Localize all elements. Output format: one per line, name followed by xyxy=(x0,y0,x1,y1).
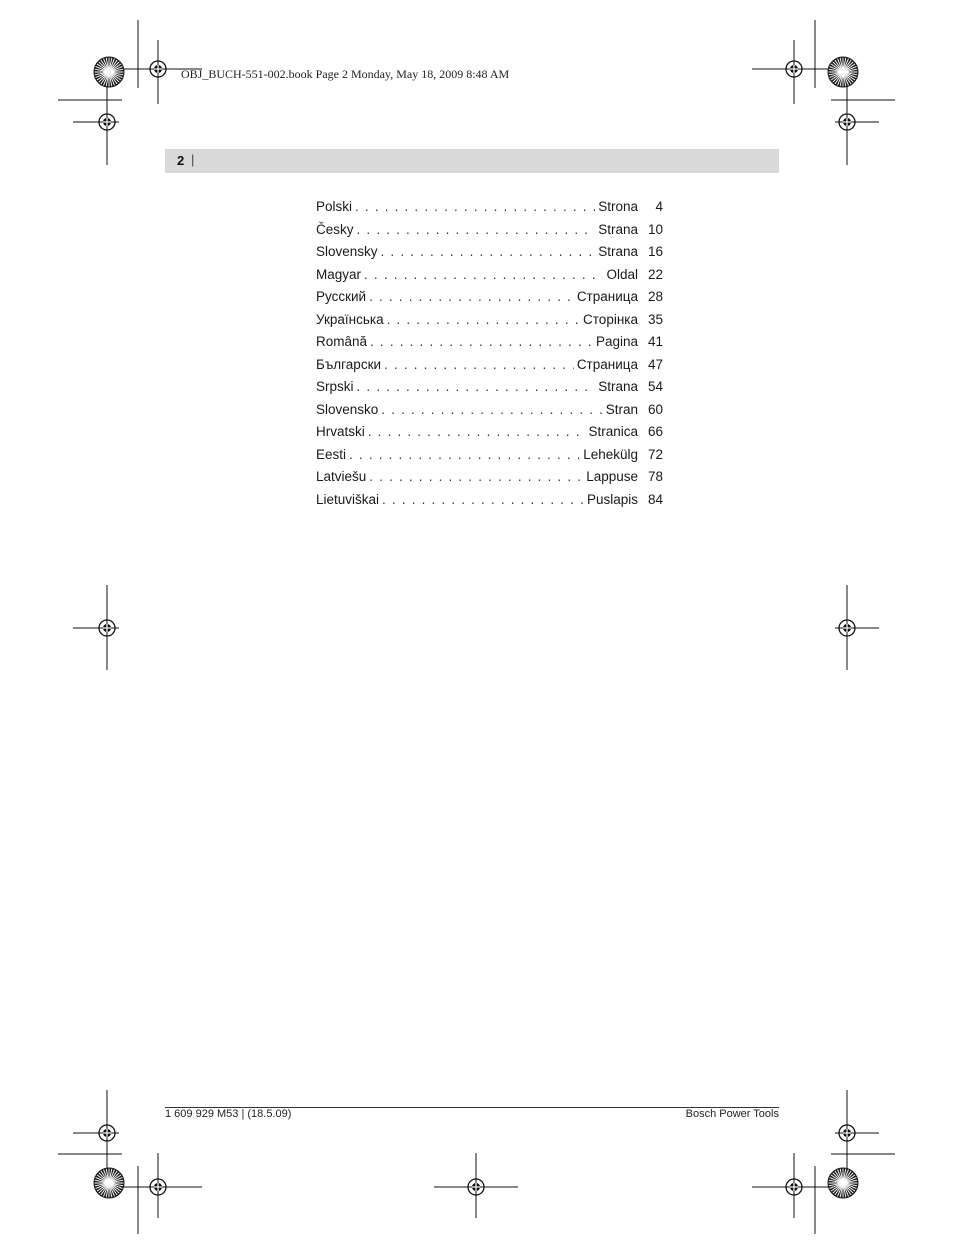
toc-page-number: 47 xyxy=(647,356,663,372)
toc-language: Slovensky xyxy=(316,244,378,259)
toc-page-number: 66 xyxy=(647,424,663,439)
page-number: 2 xyxy=(177,153,185,168)
toc-page-word: Pagina xyxy=(595,334,638,349)
toc-leader-dots xyxy=(384,354,574,377)
toc-page-number: 35 xyxy=(647,311,663,327)
toc-leader-dots xyxy=(368,421,586,444)
toc-leader-dots xyxy=(381,241,596,264)
toc-language: Hrvatski xyxy=(316,424,365,439)
toc-entry xyxy=(316,399,663,422)
toc-entry xyxy=(316,444,663,467)
toc-page-number: 72 xyxy=(647,446,663,462)
toc-entry xyxy=(316,264,663,287)
toc-page-word: Strana xyxy=(598,379,638,394)
toc-leader-dots xyxy=(369,466,583,489)
toc-page-number: 10 xyxy=(647,221,663,237)
toc-page-word: Stran xyxy=(605,401,638,417)
toc-page-number: 60 xyxy=(647,401,663,417)
toc-page-word: Страница xyxy=(576,356,638,372)
toc-page-number: 22 xyxy=(647,266,663,282)
toc-language: Română xyxy=(316,334,368,349)
toc-language: Български xyxy=(316,356,382,372)
toc-page-number: 78 xyxy=(647,469,663,484)
toc-language: Polski xyxy=(316,199,353,214)
toc-entry xyxy=(316,241,663,264)
toc-page-word: Lappuse xyxy=(586,469,638,484)
toc-page-word: Puslapis xyxy=(586,491,638,507)
toc-language: Русский xyxy=(316,289,367,304)
toc-language: Slovensko xyxy=(316,401,379,417)
toc-entry xyxy=(316,196,663,219)
toc-entry xyxy=(316,286,663,309)
toc-page-number: 54 xyxy=(647,379,663,394)
toc-leader-dots xyxy=(349,444,580,467)
toc-entry xyxy=(316,376,663,399)
file-slug: OBJ_BUCH-551-002.book Page 2 Monday, May 18, 2009 8:48 AM xyxy=(181,67,510,81)
toc-page-word: Сторінка xyxy=(583,311,638,327)
toc-entry xyxy=(316,354,663,377)
toc-leader-dots xyxy=(370,331,593,354)
toc-language: Eesti xyxy=(316,446,347,462)
toc-page-number: 16 xyxy=(647,244,663,259)
toc-language: Українська xyxy=(316,311,384,327)
toc-entry xyxy=(316,219,663,242)
toc-entry xyxy=(316,466,663,489)
toc-leader-dots xyxy=(357,219,596,242)
table-of-contents xyxy=(316,196,663,511)
toc-entry xyxy=(316,331,663,354)
toc-page-word: Oldal xyxy=(606,266,638,282)
page-header-bar xyxy=(165,149,779,173)
toc-leader-dots xyxy=(364,264,603,287)
toc-language: Magyar xyxy=(316,266,362,282)
toc-page-number: 28 xyxy=(647,289,663,304)
toc-page-word: Страница xyxy=(576,289,638,304)
toc-page-number: 84 xyxy=(647,491,663,507)
toc-page-word: Strana xyxy=(598,221,638,237)
toc-page-word: Lehekülg xyxy=(583,446,638,462)
toc-leader-dots xyxy=(369,286,574,309)
toc-page-number: 4 xyxy=(655,199,663,214)
toc-entry xyxy=(316,421,663,444)
toc-leader-dots xyxy=(355,196,595,219)
toc-leader-dots xyxy=(357,376,596,399)
footer-document-code: 1 609 929 M53 | (18.5.09) xyxy=(165,1108,292,1120)
toc-page-word: Strana xyxy=(598,244,638,259)
footer-brand: Bosch Power Tools xyxy=(685,1108,779,1120)
toc-entry xyxy=(316,489,663,512)
page-number-separator: | xyxy=(191,152,195,167)
toc-language: Česky xyxy=(316,221,354,237)
toc-leader-dots xyxy=(387,309,580,332)
toc-entry xyxy=(316,309,663,332)
toc-language: Latviešu xyxy=(316,469,367,484)
toc-language: Lietuviškai xyxy=(316,491,380,507)
toc-leader-dots xyxy=(381,399,602,422)
toc-page-word: Stranica xyxy=(588,424,638,439)
toc-page-word: Strona xyxy=(598,199,638,214)
toc-language: Srpski xyxy=(316,379,354,394)
toc-page-number: 41 xyxy=(647,334,663,349)
toc-leader-dots xyxy=(382,489,584,512)
